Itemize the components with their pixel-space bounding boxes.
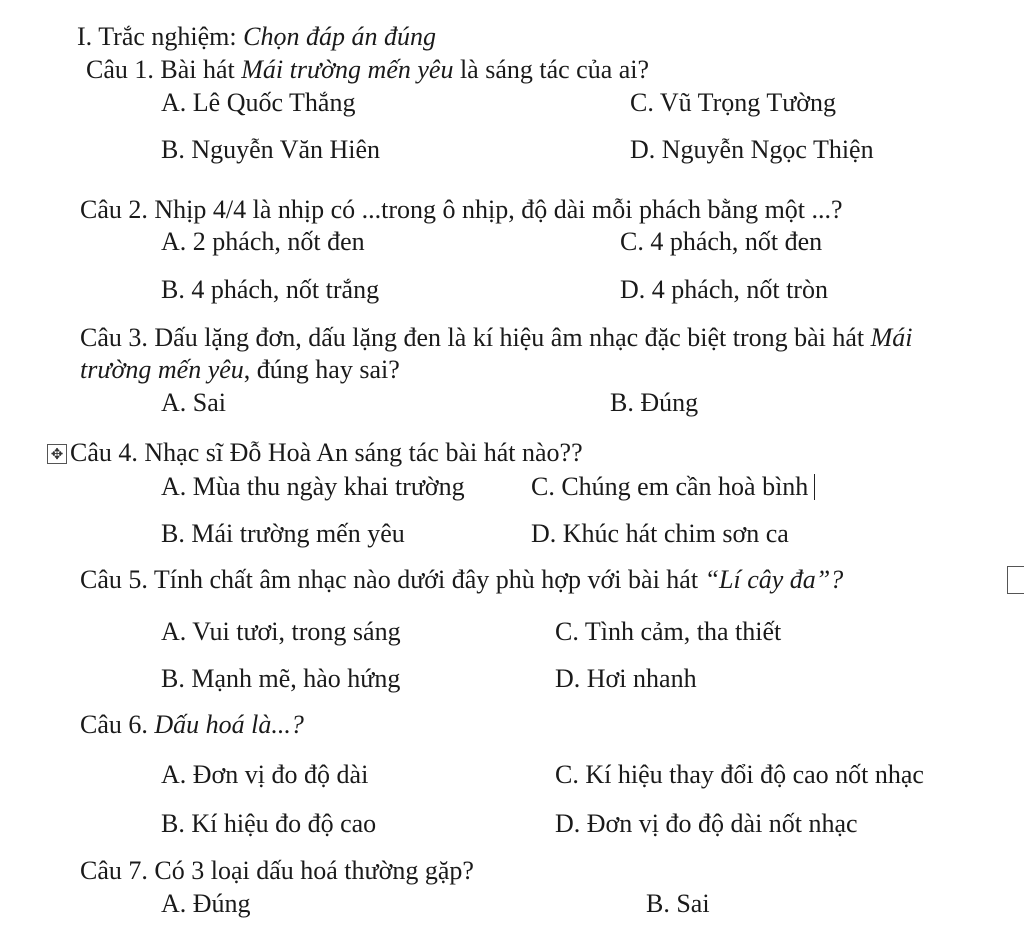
question-5-text: Câu 5. Tính chất âm nhạc nào dưới đây phù hợp với bài hát “Lí cây đa”? (80, 565, 844, 594)
question-3-option-a: A. Sai (161, 388, 226, 417)
question-1-option-c: C. Vũ Trọng Tường (630, 88, 837, 117)
question-1-option-a: A. Lê Quốc Thắng (161, 88, 356, 117)
question-5-option-c: C. Tình cảm, tha thiết (555, 617, 782, 646)
question-3-text-line-1: Câu 3. Dấu lặng đơn, dấu lặng đen là kí hiệu âm nhạc đặc biệt trong bài hát Mái (80, 323, 913, 352)
question-5-option-b: B. Mạnh mẽ, hào hứng (161, 664, 401, 693)
question-4-option-b: B. Mái trường mến yêu (161, 519, 405, 548)
text-cursor (814, 474, 815, 500)
move-handle-icon[interactable]: ✥ (47, 444, 67, 464)
question-7-option-b: B. Sai (646, 889, 710, 918)
section-heading: I. Trắc nghiệm: Chọn đáp án đúng (77, 22, 436, 51)
question-2-option-d: D. 4 phách, nốt tròn (620, 275, 828, 304)
question-3-text-line-2: trường mến yêu, đúng hay sai? (80, 355, 400, 384)
question-6-option-c: C. Kí hiệu thay đổi độ cao nốt nhạc (555, 760, 924, 789)
question-6-option-d: D. Đơn vị đo độ dài nốt nhạc (555, 809, 858, 838)
question-2-option-b: B. 4 phách, nốt trắng (161, 275, 380, 304)
question-2-option-a: A. 2 phách, nốt đen (161, 227, 365, 256)
question-6-option-b: B. Kí hiệu đo độ cao (161, 809, 377, 838)
question-4-option-d: D. Khúc hát chim sơn ca (531, 519, 789, 548)
question-4-option-a: A. Mùa thu ngày khai trường (161, 472, 465, 501)
question-4-text: Câu 4. Nhạc sĩ Đỗ Hoà An sáng tác bài hát nào?? (70, 438, 583, 467)
question-7-text: Câu 7. Có 3 loại dấu hoá thường gặp? (80, 856, 474, 885)
question-6-option-a: A. Đơn vị đo độ dài (161, 760, 369, 789)
question-7-option-a: A. Đúng (161, 889, 251, 918)
question-6-text: Câu 6. Dấu hoá là...? (80, 710, 304, 739)
question-5-option-d: D. Hơi nhanh (555, 664, 697, 693)
margin-marker-icon (1007, 566, 1024, 594)
question-1-option-b: B. Nguyễn Văn Hiên (161, 135, 381, 164)
question-3-option-b: B. Đúng (610, 388, 699, 417)
question-1-option-d: D. Nguyễn Ngọc Thiện (630, 135, 874, 164)
question-2-option-c: C. 4 phách, nốt đen (620, 227, 823, 256)
question-4-option-c: C. Chúng em cần hoà bình (531, 472, 815, 502)
question-2-text: Câu 2. Nhịp 4/4 là nhịp có ...trong ô nhịp, độ dài mỗi phách bằng một ...? (80, 195, 843, 224)
question-1-text: Câu 1. Bài hát Mái trường mến yêu là sáng tác của ai? (86, 55, 650, 84)
question-5-option-a: A. Vui tươi, trong sáng (161, 617, 401, 646)
